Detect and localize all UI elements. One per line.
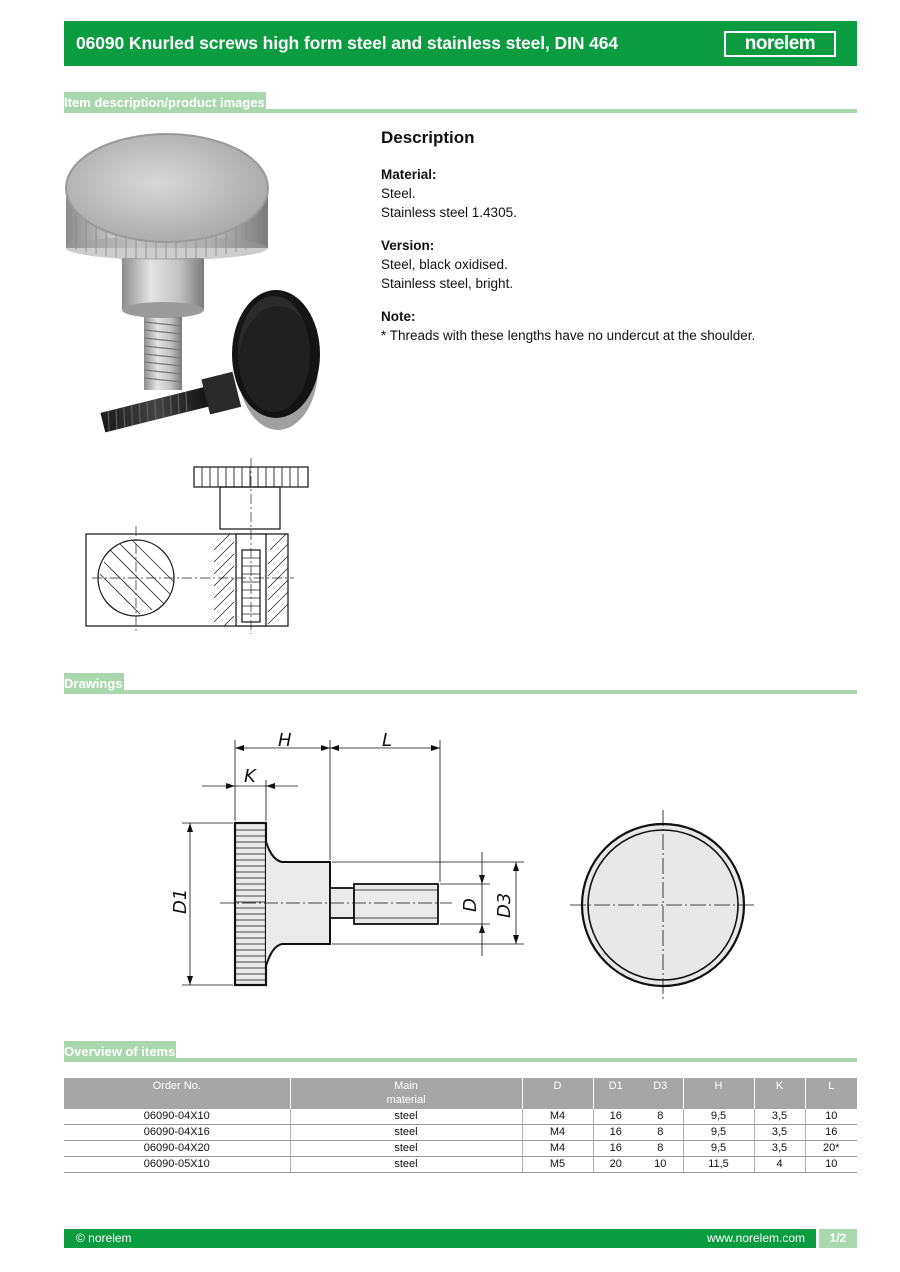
norelem-logo <box>724 31 836 57</box>
cell-h: 9,5 <box>683 1109 754 1125</box>
cell-d1: 16 <box>593 1141 638 1157</box>
version-label: Version: <box>381 238 435 253</box>
cell-d3: 8 <box>638 1125 683 1141</box>
cell-d: M4 <box>522 1109 593 1125</box>
cell-k: 3,5 <box>754 1109 805 1125</box>
cell-h: 9,5 <box>683 1141 754 1157</box>
label-k: K <box>244 766 256 787</box>
cell-d3: 10 <box>638 1157 683 1173</box>
note-block <box>381 307 851 345</box>
col-d1: D1 <box>593 1078 638 1109</box>
version-line: Steel, black oxidised. <box>381 257 508 272</box>
label-d: D <box>460 898 481 912</box>
col-d: D <box>522 1078 593 1109</box>
cell-h: 9,5 <box>683 1125 754 1141</box>
section-drawings-title: Drawings <box>64 673 124 694</box>
label-d3: D3 <box>494 892 515 918</box>
page-number: 1/2 <box>816 1229 857 1248</box>
cell-d3: 8 <box>638 1141 683 1157</box>
material-line: Stainless steel 1.4305. <box>381 205 517 220</box>
col-d3: D3 <box>638 1078 683 1109</box>
col-main-material-line1: Main <box>394 1080 418 1092</box>
cell-k: 3,5 <box>754 1141 805 1157</box>
material-line: Steel. <box>381 186 416 201</box>
cell-d1: 16 <box>593 1109 638 1125</box>
footer-url-link[interactable]: www.norelem.com <box>706 1231 805 1245</box>
cell-l: 20* <box>805 1141 857 1157</box>
footer-copyright: © norelem <box>76 1231 132 1245</box>
label-h: H <box>278 730 292 751</box>
cell-order-no: 06090-04X20 <box>64 1141 290 1157</box>
cell-material: steel <box>290 1109 522 1125</box>
table-row <box>64 1109 857 1125</box>
section-drawings <box>64 673 857 694</box>
cell-k: 3,5 <box>754 1125 805 1141</box>
page-header <box>64 21 857 66</box>
page-footer <box>64 1229 857 1248</box>
version-line: Stainless steel, bright. <box>381 276 514 291</box>
cell-d1: 16 <box>593 1125 638 1141</box>
cell-d: M4 <box>522 1141 593 1157</box>
col-h: H <box>683 1078 754 1109</box>
cell-k: 4 <box>754 1157 805 1173</box>
note-line: * Threads with these lengths have no undercut at the shoulder. <box>381 328 756 343</box>
description-heading: Description <box>381 128 475 147</box>
cell-l: 10 <box>805 1157 857 1173</box>
col-main-material <box>290 1078 522 1109</box>
cell-order-no: 06090-04X10 <box>64 1109 290 1125</box>
cell-l: 10 <box>805 1109 857 1125</box>
cell-material: steel <box>290 1157 522 1173</box>
note-label: Note: <box>381 309 416 324</box>
table-header-row <box>64 1078 857 1109</box>
version-block <box>381 236 851 293</box>
cell-d3: 8 <box>638 1109 683 1125</box>
material-label: Material: <box>381 167 437 182</box>
col-main-material-line2: material <box>386 1094 426 1106</box>
cell-order-no: 06090-05X10 <box>64 1157 290 1173</box>
description-block <box>381 128 851 359</box>
label-d1: D1 <box>170 888 191 914</box>
logo-text: norelem <box>744 33 816 54</box>
section-overview-title: Overview of items <box>64 1041 176 1062</box>
cell-order-no: 06090-04X16 <box>64 1125 290 1141</box>
cell-l: 16 <box>805 1125 857 1141</box>
cell-h: 11,5 <box>683 1157 754 1173</box>
table-row <box>64 1125 857 1141</box>
table-row <box>64 1141 857 1157</box>
cell-d: M5 <box>522 1157 593 1173</box>
section-images-title: Item description/product images <box>64 92 266 113</box>
technical-drawing <box>160 722 780 1022</box>
items-table <box>64 1078 857 1173</box>
cell-material: steel <box>290 1125 522 1141</box>
col-k: K <box>754 1078 805 1109</box>
table-row <box>64 1157 857 1173</box>
installation-sketch <box>64 450 324 650</box>
section-overview <box>64 1041 857 1062</box>
col-l: L <box>805 1078 857 1109</box>
section-images <box>64 92 857 113</box>
page-title: 06090 Knurled screws high form steel and stainless steel, DIN 464 <box>76 33 619 53</box>
cell-d: M4 <box>522 1125 593 1141</box>
material-block <box>381 165 851 222</box>
cell-d1: 20 <box>593 1157 638 1173</box>
product-photo <box>64 128 332 440</box>
label-l: L <box>382 730 393 751</box>
col-order-no: Order No. <box>64 1078 290 1109</box>
cell-material: steel <box>290 1141 522 1157</box>
